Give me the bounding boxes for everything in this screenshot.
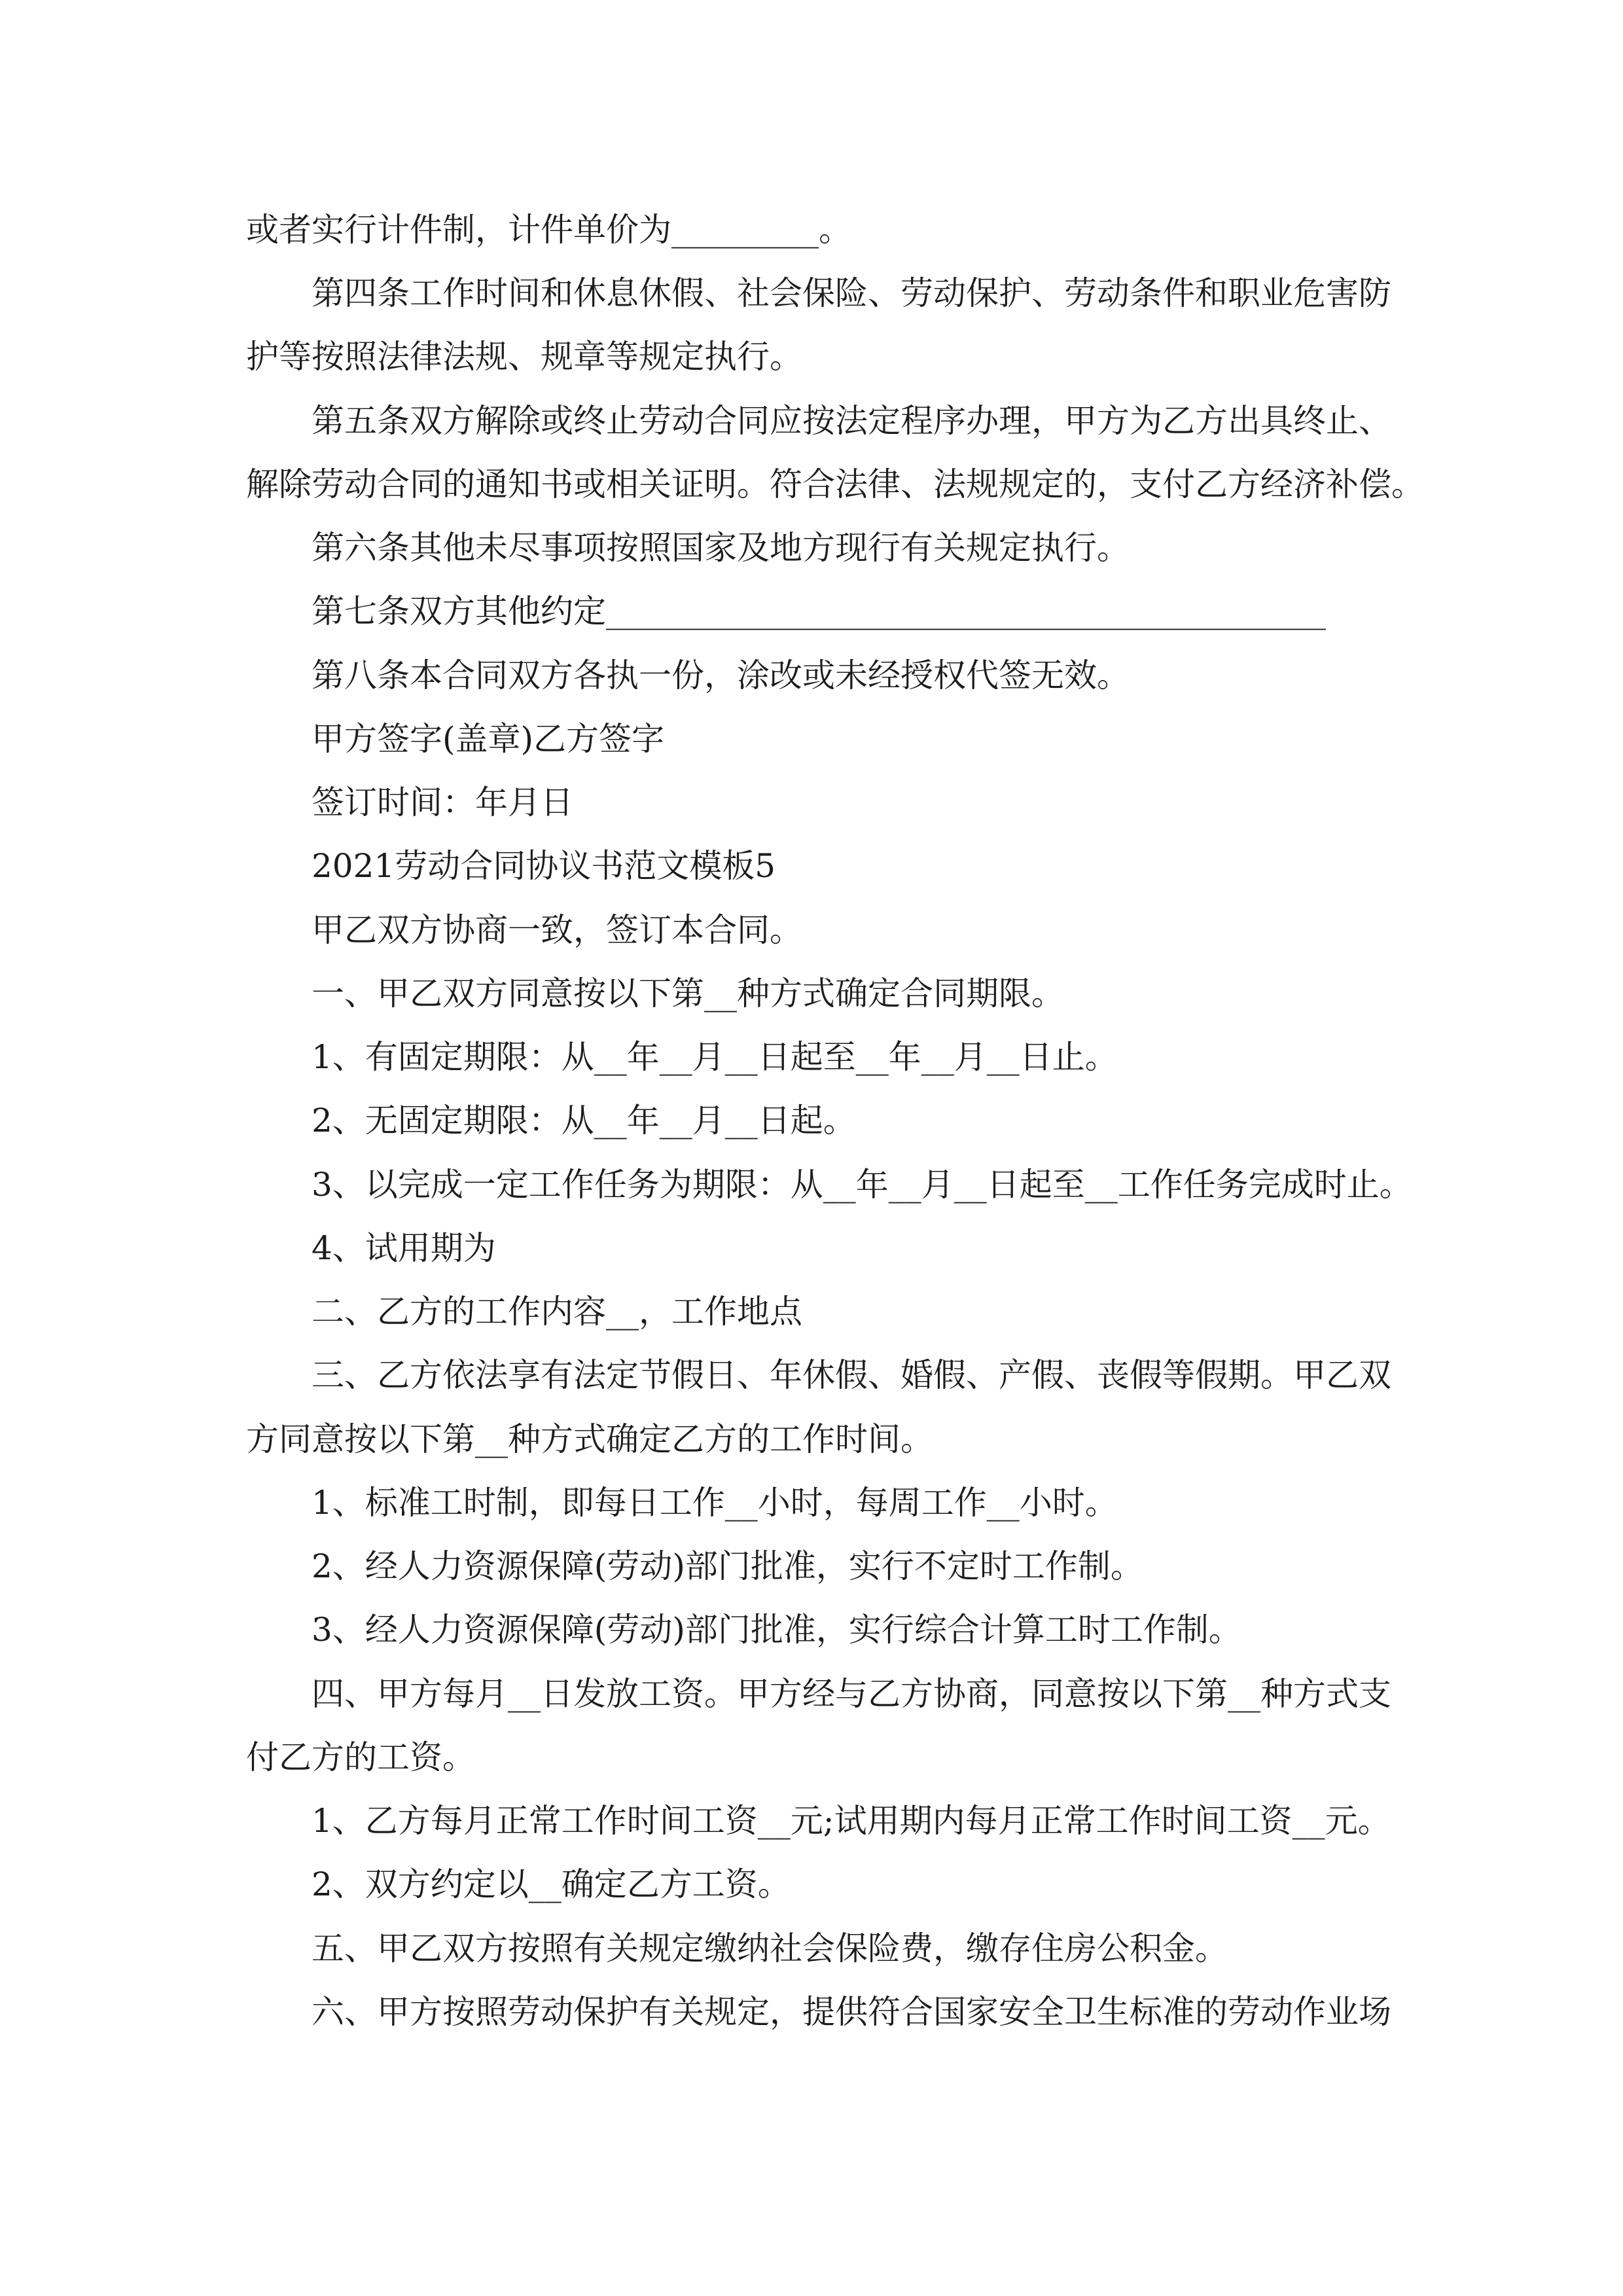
line-text: 1、乙方每月正常工作时间工资__元;试用期内每月正常工作时间工资__元。 xyxy=(312,1802,1391,1840)
text-line xyxy=(0,1662,1623,1726)
line-text: 2、无固定期限：从__年__月__日起。 xyxy=(312,1102,856,1139)
line-text: 二、乙方的工作内容__，工作地点 xyxy=(312,1293,802,1331)
text-line xyxy=(0,1153,1623,1217)
line-text: 1、有固定期限：从__年__月__日起至__年__月__日止。 xyxy=(312,1038,1118,1076)
line-text: 3、以完成一定工作任务为期限：从__年__月__日起至__工作任务完成时止。 xyxy=(312,1166,1412,1204)
line-text: 解除劳动合同的通知书或相关证明。符合法律、法规规定的，支付乙方经济补偿。 xyxy=(246,465,1424,503)
line-text: 三、乙方依法享有法定节假日、年休假、婚假、产假、丧假等假期。甲乙双 xyxy=(312,1356,1391,1394)
line-text: 第五条双方解除或终止劳动合同应按法定程序办理，甲方为乙方出具终止、 xyxy=(312,402,1391,440)
line-text: 护等按照法律法规、规章等规定执行。 xyxy=(246,338,802,376)
text-line xyxy=(0,1025,1623,1089)
text-line xyxy=(0,1598,1623,1662)
text-line xyxy=(0,898,1623,962)
line-text: 四、甲方每月__日发放工资。甲方经与乙方协商，同意按以下第__种方式支 xyxy=(312,1675,1391,1713)
text-line xyxy=(0,1534,1623,1598)
line-text: 第四条工作时间和休息休假、社会保险、劳动保护、劳动条件和职业危害防 xyxy=(312,274,1391,312)
line-text: 2021劳动合同协议书范文模板5 xyxy=(312,847,776,885)
text-line xyxy=(0,1280,1623,1344)
line-text: 或者实行计件制，计件单价为_________。 xyxy=(246,211,851,249)
text-line xyxy=(0,1343,1623,1407)
text-line xyxy=(0,643,1623,708)
text-line xyxy=(0,1216,1623,1280)
line-text: 六、甲方按照劳动保护有关规定，提供符合国家安全卫生标准的劳动作业场 xyxy=(312,1993,1391,2031)
line-text: 甲方签字(盖章)乙方签字 xyxy=(312,720,665,758)
text-line xyxy=(0,707,1623,771)
line-text: 付乙方的工资。 xyxy=(246,1738,475,1776)
line-text: 4、试用期为 xyxy=(312,1229,496,1267)
text-line xyxy=(0,389,1623,453)
line-text: 2、双方约定以__确定乙方工资。 xyxy=(312,1865,791,1903)
text-line xyxy=(0,579,1623,643)
line-text: 一、甲乙双方同意按以下第__种方式确定合同期限。 xyxy=(312,975,1064,1013)
text-line xyxy=(0,261,1623,325)
text-line xyxy=(0,1471,1623,1535)
line-text: 甲乙双方协商一致，签订本合同。 xyxy=(312,911,802,949)
text-line xyxy=(0,452,1623,516)
line-text: 五、甲乙双方按照有关规定缴纳社会保险费，缴存住房公积金。 xyxy=(312,1929,1228,1967)
text-line xyxy=(0,516,1623,580)
text-line xyxy=(0,770,1623,834)
line-text: 签订时间：年月日 xyxy=(312,783,573,821)
text-line xyxy=(0,1980,1623,2044)
text-line xyxy=(0,325,1623,389)
text-line xyxy=(0,834,1623,898)
text-line xyxy=(0,1916,1623,1981)
text-line xyxy=(0,198,1623,262)
line-text: 第七条双方其他约定____________________________________________ xyxy=(312,592,1326,630)
line-text: 第八条本合同双方各执一份，涂改或未经授权代签无效。 xyxy=(312,656,1130,694)
text-line xyxy=(0,1789,1623,1853)
text-line xyxy=(0,961,1623,1026)
line-text: 1、标准工时制，即每日工作__小时，每周工作__小时。 xyxy=(312,1484,1118,1522)
text-line xyxy=(0,1088,1623,1153)
text-line xyxy=(0,1407,1623,1471)
line-text: 方同意按以下第__种方式确定乙方的工作时间。 xyxy=(246,1420,933,1458)
line-text: 第六条其他未尽事项按照国家及地方现行有关规定执行。 xyxy=(312,529,1130,567)
line-text: 2、经人力资源保障(劳动)部门批准，实行不定时工作制。 xyxy=(312,1547,1143,1585)
text-line xyxy=(0,1725,1623,1789)
line-text: 3、经人力资源保障(劳动)部门批准，实行综合计算工时工作制。 xyxy=(312,1611,1241,1649)
text-line xyxy=(0,1852,1623,1916)
